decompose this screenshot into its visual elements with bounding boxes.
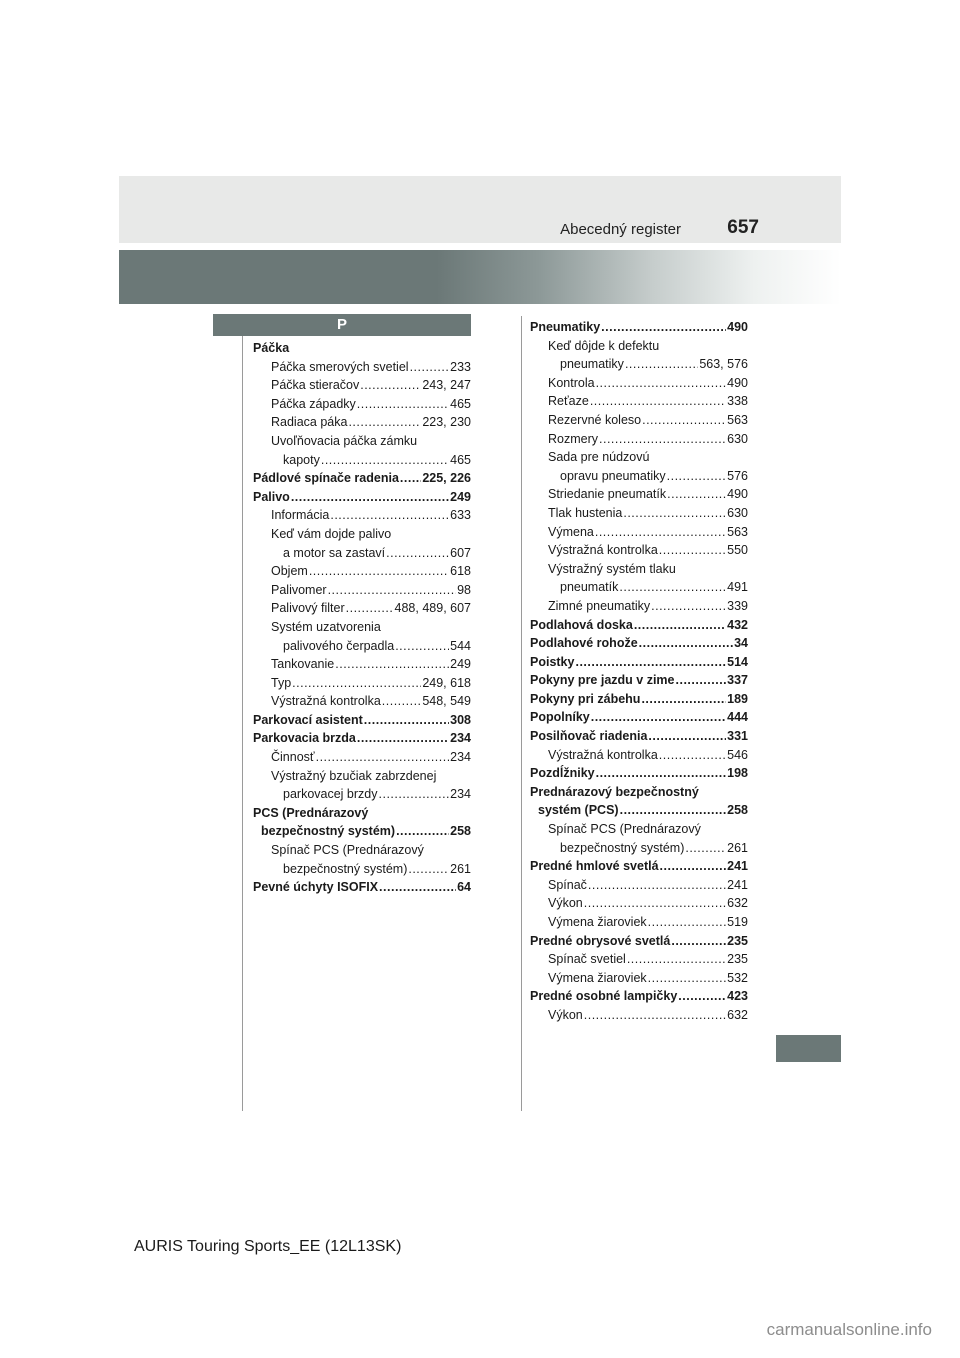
dot-leader xyxy=(659,746,726,765)
index-column-right xyxy=(530,318,748,1025)
index-entry-pages: 34 xyxy=(734,636,748,651)
index-entry xyxy=(253,413,471,432)
index-entry xyxy=(530,616,748,635)
dot-leader xyxy=(641,690,726,709)
index-entry-label: Podlahová doska xyxy=(530,617,633,632)
index-entry xyxy=(530,504,748,523)
index-entry-label: Spínač xyxy=(548,877,587,892)
index-entry-label: Výstražná kontrolka xyxy=(271,694,381,709)
index-entry-label: Páčka západky xyxy=(271,396,356,411)
dot-leader xyxy=(595,523,726,542)
index-entry-label: Palivový filter xyxy=(271,601,345,616)
dot-leader xyxy=(410,358,450,377)
dot-leader xyxy=(685,839,726,858)
index-entry-label: Parkovací asistent xyxy=(253,712,363,727)
dot-leader xyxy=(316,748,450,767)
index-entry xyxy=(530,987,748,1006)
index-entry xyxy=(530,932,748,951)
index-entry xyxy=(253,339,471,358)
index-entry-pages: 488, 489, 607 xyxy=(394,601,471,616)
dot-leader xyxy=(386,544,449,563)
index-entry-label: Predné obrysové svetlá xyxy=(530,933,671,948)
index-entry xyxy=(253,711,471,730)
index-entry-pages: 258 xyxy=(727,803,748,818)
index-entry-label: Reťaze xyxy=(548,394,589,409)
index-entry xyxy=(253,599,471,618)
dot-leader xyxy=(599,430,726,449)
dot-leader xyxy=(357,395,449,414)
index-entry-label: opravu pneumatiky xyxy=(560,468,666,483)
index-entry-label: Poistky xyxy=(530,654,575,669)
index-entry-label: Výstražná kontrolka xyxy=(548,543,658,558)
dot-leader xyxy=(395,637,449,656)
dot-leader xyxy=(348,413,421,432)
dot-leader xyxy=(671,932,726,951)
index-entry-pages: 234 xyxy=(450,731,471,746)
index-entry-pages: 550 xyxy=(727,543,748,558)
dot-leader xyxy=(590,392,726,411)
dot-leader xyxy=(291,488,449,507)
index-entry xyxy=(530,894,748,913)
index-entry xyxy=(253,804,471,823)
index-entry-label: Palivo xyxy=(253,489,290,504)
index-entry-label: Keď dôjde k defektu xyxy=(548,338,660,353)
index-entry xyxy=(253,432,471,451)
index-entry-pages: 633 xyxy=(450,508,471,523)
dot-leader xyxy=(400,469,421,488)
index-entry xyxy=(530,318,748,337)
index-entry-pages: 630 xyxy=(727,431,748,446)
index-entry-label: Činnosť xyxy=(271,750,315,765)
index-entry-pages: 444 xyxy=(727,710,748,725)
index-entry-pages: 632 xyxy=(727,896,748,911)
index-entry-label: Prednárazový bezpečnostný xyxy=(530,784,699,799)
index-entry xyxy=(253,860,471,879)
left-column-rule xyxy=(242,316,243,1111)
index-entry-pages: 490 xyxy=(727,375,748,390)
index-entry xyxy=(530,578,748,597)
index-entry xyxy=(530,690,748,709)
index-entry-pages: 241 xyxy=(727,859,748,874)
dot-leader xyxy=(676,671,727,690)
index-entry-pages: 233 xyxy=(450,359,471,374)
index-entry xyxy=(253,637,471,656)
index-entry-label: Posilňovač riadenia xyxy=(530,729,648,744)
index-entry xyxy=(530,448,748,467)
index-entry xyxy=(530,653,748,672)
index-entry-label: bezpečnostný systém) xyxy=(560,840,685,855)
index-entry xyxy=(253,841,471,860)
index-entry-label: Striedanie pneumatík xyxy=(548,487,667,502)
index-entry xyxy=(253,785,471,804)
section-letter-heading: P xyxy=(213,314,471,336)
index-entry xyxy=(253,358,471,377)
index-entry xyxy=(530,876,748,895)
index-entry-label: Výstražná kontrolka xyxy=(548,747,658,762)
index-entry xyxy=(253,767,471,786)
index-entry-label: Popolníky xyxy=(530,710,590,725)
index-entry-pages: 337 xyxy=(727,673,748,688)
index-entry-pages: 225, 226 xyxy=(422,471,471,486)
index-entry xyxy=(530,374,748,393)
index-entry-label: Tlak hustenia xyxy=(548,505,623,520)
index-entry xyxy=(253,674,471,693)
dot-leader xyxy=(648,727,726,746)
index-entry xyxy=(530,355,748,374)
dot-leader xyxy=(408,860,449,879)
dot-leader xyxy=(667,485,726,504)
dot-leader xyxy=(660,857,727,876)
page-header xyxy=(119,176,841,243)
index-entry xyxy=(530,1006,748,1025)
index-entry-pages: 234 xyxy=(450,750,471,765)
dot-leader xyxy=(584,894,726,913)
dot-leader xyxy=(382,692,422,711)
dot-leader xyxy=(292,674,421,693)
index-entry-pages: 548, 549 xyxy=(422,694,471,709)
index-entry xyxy=(530,430,748,449)
index-entry xyxy=(253,655,471,674)
index-entry-pages: 98 xyxy=(457,582,471,597)
page-number: 657 xyxy=(727,217,759,238)
index-entry xyxy=(530,913,748,932)
index-entry-label: Keď vám dojde palivo xyxy=(271,526,392,541)
dot-leader xyxy=(667,467,727,486)
dot-leader xyxy=(379,785,450,804)
index-entry-pages: 223, 230 xyxy=(422,415,471,430)
dot-leader xyxy=(309,562,449,581)
index-entry-label: a motor sa zastaví xyxy=(283,545,386,560)
dot-leader xyxy=(651,597,726,616)
index-entry-label: bezpečnostný systém) xyxy=(283,861,408,876)
index-entry-pages: 423 xyxy=(727,989,748,1004)
index-entry xyxy=(253,488,471,507)
index-entry-pages: 563, 576 xyxy=(699,357,748,372)
index-entry xyxy=(530,801,748,820)
index-entry-label: Pneumatiky xyxy=(530,320,601,334)
index-entry-label: Sada pre núdzovú xyxy=(548,450,650,465)
chapter-tab-marker xyxy=(776,1035,841,1062)
index-entry-pages: 546 xyxy=(727,747,748,762)
index-entry-label: palivového čerpadla xyxy=(283,638,395,653)
index-entry-pages: 532 xyxy=(727,970,748,985)
index-entry-label: Predné osobné lampičky xyxy=(530,989,678,1004)
index-entry-pages: 261 xyxy=(450,861,471,876)
index-entry-label: systém (PCS) xyxy=(538,803,619,818)
index-entry-label: Páčka smerových svetiel xyxy=(271,359,409,374)
index-entry-label: Výmena žiaroviek xyxy=(548,970,647,985)
index-column-left xyxy=(253,339,471,897)
index-entry-label: Objem xyxy=(271,564,308,579)
index-entry xyxy=(253,878,471,897)
dot-leader xyxy=(396,822,449,841)
index-entry-label: Pádlové spínače radenia xyxy=(253,471,399,486)
index-entry-pages: 607 xyxy=(450,545,471,560)
index-entry-pages: 261 xyxy=(727,840,748,855)
index-entry-label: Uvoľňovacia páčka zámku xyxy=(271,433,418,448)
index-entry xyxy=(530,411,748,430)
dot-leader xyxy=(678,987,726,1006)
index-entry-label: Pokyny pre jazdu v zime xyxy=(530,673,675,688)
dot-leader xyxy=(659,541,726,560)
index-entry xyxy=(530,523,748,542)
index-entry xyxy=(253,506,471,525)
index-entry xyxy=(530,708,748,727)
index-entry-label: Spínač svetiel xyxy=(548,952,626,967)
index-entry-pages: 241 xyxy=(727,877,748,892)
dot-leader xyxy=(330,506,449,525)
index-entry xyxy=(530,671,748,690)
dot-leader xyxy=(601,318,726,337)
index-entry xyxy=(530,467,748,486)
dot-leader xyxy=(364,711,449,730)
index-entry-label: Páčka stieračov xyxy=(271,378,360,393)
index-entry-label: Pevné úchyty ISOFIX xyxy=(253,880,379,895)
index-entry xyxy=(530,597,748,616)
index-entry xyxy=(530,485,748,504)
index-entry-label: Spínač PCS (Prednárazový xyxy=(548,822,701,837)
index-entry xyxy=(530,392,748,411)
index-entry-label: Tankovanie xyxy=(271,657,335,672)
index-entry-label: kapoty xyxy=(283,452,320,467)
index-entry-pages: 249, 618 xyxy=(422,675,471,690)
index-entry-pages: 544 xyxy=(450,638,471,653)
index-entry-pages: 630 xyxy=(727,505,748,520)
index-entry-pages: 339 xyxy=(727,598,748,613)
index-entry-pages: 632 xyxy=(727,1007,748,1022)
index-entry-pages: 243, 247 xyxy=(422,378,471,393)
index-entry-label: Výmena žiaroviek xyxy=(548,915,647,929)
index-entry-pages: 331 xyxy=(727,729,748,744)
index-entry-pages: 198 xyxy=(727,766,748,781)
dot-leader xyxy=(634,616,726,635)
index-entry xyxy=(530,746,748,765)
index-entry xyxy=(253,469,471,488)
decorative-gradient-band xyxy=(119,250,841,304)
index-entry-label: Výstražný bzučiak zabrzdenej xyxy=(271,768,437,783)
index-entry-pages: 465 xyxy=(450,452,471,467)
index-entry xyxy=(253,562,471,581)
index-entry-label: pneumatiky xyxy=(560,357,624,372)
index-entry xyxy=(530,541,748,560)
index-entry-pages: 235 xyxy=(727,952,748,967)
dot-leader xyxy=(379,878,456,897)
dot-leader xyxy=(357,729,449,748)
footer-model-code: AURIS Touring Sports_EE (12L13SK) xyxy=(134,1238,402,1255)
index-entry-pages: 618 xyxy=(450,564,471,579)
watermark-text: carmanualsonline.info xyxy=(766,1320,932,1339)
index-entry xyxy=(530,337,748,356)
index-entry-pages: 563 xyxy=(727,524,748,539)
dot-leader xyxy=(642,411,726,430)
index-entry-pages: 234 xyxy=(450,787,471,802)
index-entry-label: Informácia xyxy=(271,508,330,523)
index-entry-label: Zimné pneumatiky xyxy=(548,598,651,613)
center-column-rule xyxy=(521,316,522,1111)
index-entry xyxy=(253,822,471,841)
dot-leader xyxy=(575,653,726,672)
dot-leader xyxy=(360,376,421,395)
index-entry xyxy=(253,692,471,711)
index-entry-pages: 514 xyxy=(727,654,748,669)
index-entry-pages: 338 xyxy=(727,394,748,409)
index-entry-label: Predné hmlové svetlá xyxy=(530,859,659,874)
index-entry-label: Rozmery xyxy=(548,431,599,446)
index-entry xyxy=(530,764,748,783)
dot-leader xyxy=(335,655,449,674)
index-entry xyxy=(530,783,748,802)
index-entry-label: Typ xyxy=(271,675,292,690)
index-entry xyxy=(253,525,471,544)
index-entry-pages: 519 xyxy=(727,915,748,929)
index-entry-label: Palivomer xyxy=(271,582,327,597)
index-entry-label: Radiaca páka xyxy=(271,415,348,430)
index-entry xyxy=(530,857,748,876)
section-title: Abecedný register xyxy=(560,221,681,238)
index-entry-pages: 249 xyxy=(450,657,471,672)
index-entry xyxy=(253,376,471,395)
dot-leader xyxy=(321,451,449,470)
index-entry-label: Kontrola xyxy=(548,375,595,390)
dot-leader xyxy=(619,578,726,597)
index-entry-pages: 490 xyxy=(727,320,748,334)
index-entry-label: Výmena xyxy=(548,524,594,539)
index-entry xyxy=(530,969,748,988)
index-entry-label: Podlahové rohože xyxy=(530,636,638,651)
dot-leader xyxy=(639,634,733,653)
index-entry-label: Pokyny pri zábehu xyxy=(530,691,641,706)
index-entry-pages: 189 xyxy=(727,691,748,706)
index-entry-label: parkovacej brzdy xyxy=(283,787,378,802)
dot-leader xyxy=(596,764,727,783)
index-entry-label: Výstražný systém tlaku xyxy=(548,561,676,576)
dot-leader xyxy=(328,581,457,600)
index-entry xyxy=(530,727,748,746)
index-entry-label: Systém uzatvorenia xyxy=(271,619,381,634)
index-entry xyxy=(253,618,471,637)
dot-leader xyxy=(591,708,726,727)
dot-leader xyxy=(627,950,726,969)
index-entry xyxy=(530,839,748,858)
dot-leader xyxy=(625,355,698,374)
index-entry-pages: 308 xyxy=(450,712,471,727)
dot-leader xyxy=(623,504,726,523)
index-entry-pages: 576 xyxy=(727,468,748,483)
index-entry xyxy=(253,451,471,470)
index-entry-label: Rezervné koleso xyxy=(548,412,642,427)
index-entry-pages: 491 xyxy=(727,580,748,595)
index-entry xyxy=(253,729,471,748)
index-entry xyxy=(253,748,471,767)
index-entry-label: bezpečnostný systém) xyxy=(261,824,396,839)
index-entry-pages: 432 xyxy=(727,617,748,632)
index-entry-label: Výkon xyxy=(548,1007,583,1022)
index-entry-pages: 235 xyxy=(727,933,748,948)
index-entry-label: Pozdĺžniky xyxy=(530,766,595,781)
index-entry xyxy=(253,581,471,600)
index-entry-pages: 490 xyxy=(727,487,748,502)
dot-leader xyxy=(588,876,726,895)
index-entry xyxy=(530,820,748,839)
dot-leader xyxy=(648,969,726,988)
index-entry-label: Spínač PCS (Prednárazový xyxy=(271,843,424,858)
index-entry-label: PCS (Prednárazový xyxy=(253,805,369,820)
index-entry-pages: 465 xyxy=(450,396,471,411)
index-entry-pages: 563 xyxy=(727,412,748,427)
dot-leader xyxy=(346,599,394,618)
index-entry xyxy=(530,950,748,969)
index-entry xyxy=(530,560,748,579)
index-entry-pages: 258 xyxy=(450,824,471,839)
index-entry xyxy=(530,634,748,653)
dot-leader xyxy=(620,801,727,820)
index-entry-pages: 249 xyxy=(450,489,471,504)
index-entry-pages: 64 xyxy=(457,880,471,895)
dot-leader xyxy=(584,1006,726,1025)
dot-leader xyxy=(648,913,726,932)
index-entry xyxy=(253,544,471,563)
index-entry-label: pneumatík xyxy=(560,580,619,595)
index-entry-label: Výkon xyxy=(548,896,583,911)
dot-leader xyxy=(596,374,727,393)
index-entry xyxy=(253,395,471,414)
index-entry-label: Páčka xyxy=(253,341,290,355)
index-entry-label: Parkovacia brzda xyxy=(253,731,356,746)
